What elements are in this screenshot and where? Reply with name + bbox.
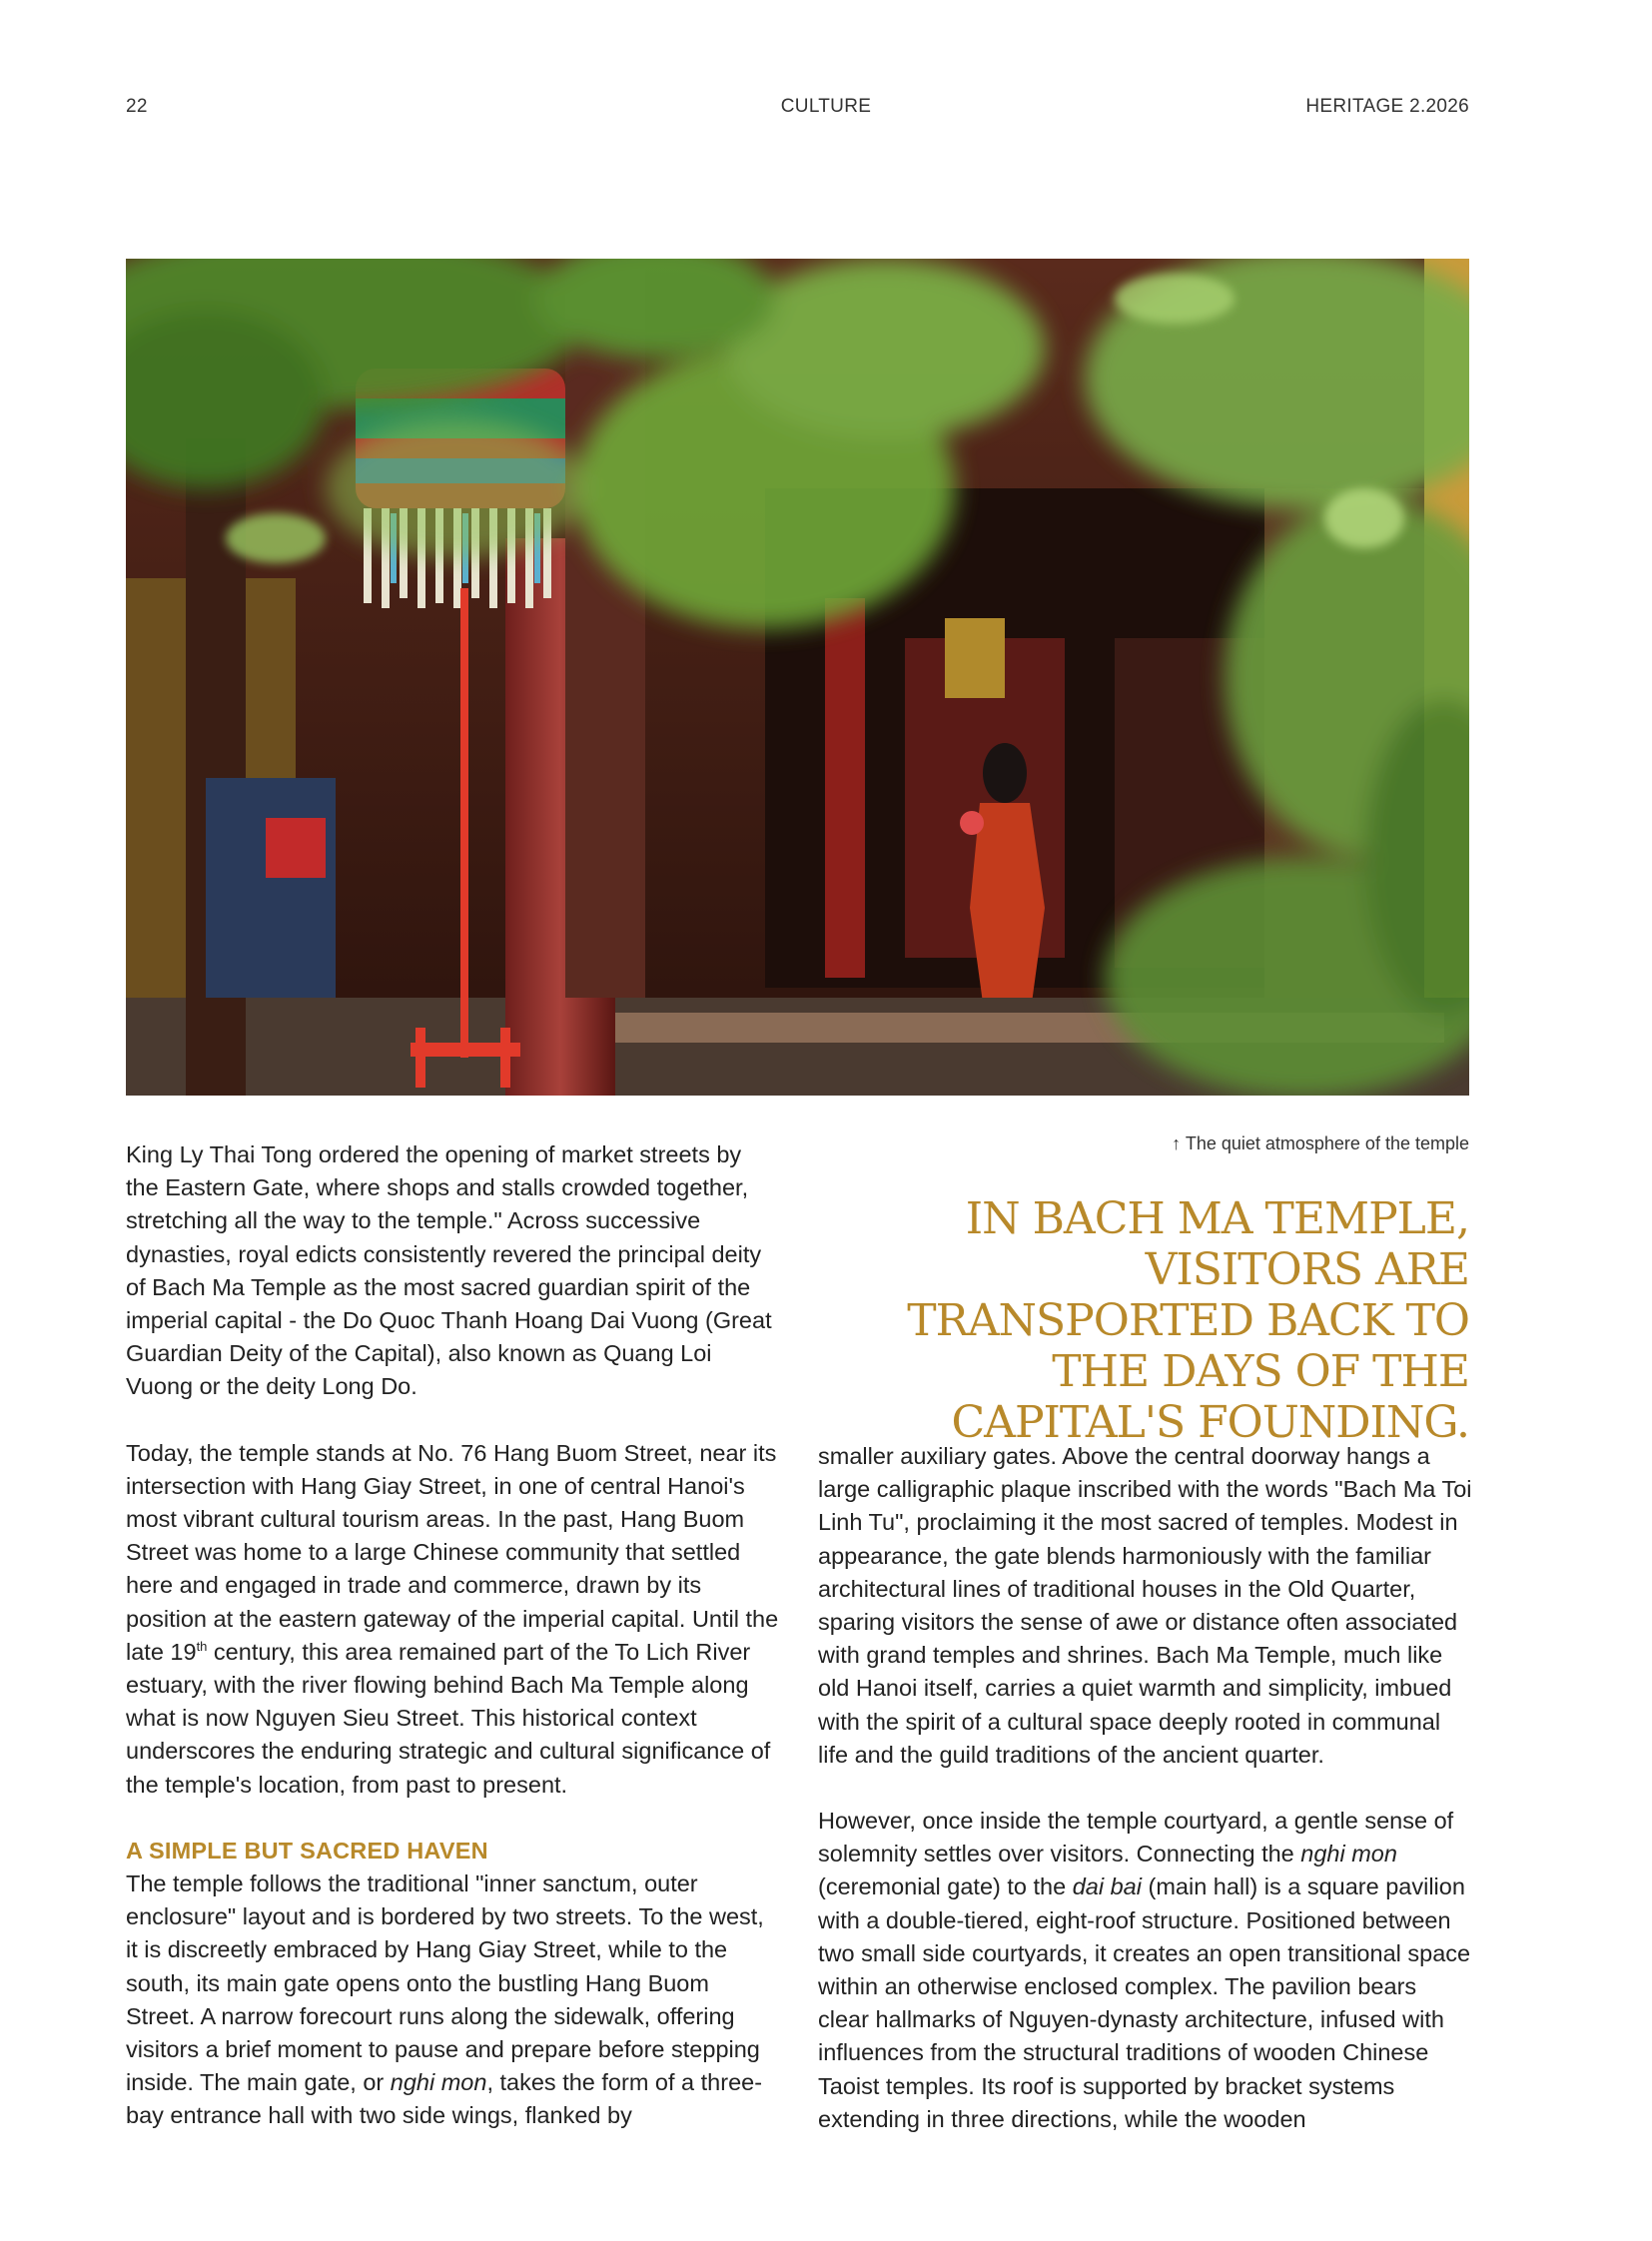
- left-column: [126, 1138, 780, 2133]
- paragraph: The temple follows the traditional "inner sanctum, outer enclosure" layout and is bordered by two streets. To the west, it is discreetly embraced by Hang Giay Street, while to the south, its main gate opens onto the bustling Hang Buom Street. A narrow forecourt runs along the sidewalk, offering visitors a brief moment to pause and prepare before stepping inside. The main gate, or nghi mon, takes the form of a three-bay entrance hall with two side wings, flanked by: [126, 1870, 764, 2129]
- temple-photo: [126, 259, 1469, 1096]
- photo-caption: [1172, 1133, 1469, 1154]
- arrow-up-icon: ↑: [1172, 1133, 1182, 1153]
- section-subheading: A SIMPLE BUT SACRED HAVEN: [126, 1837, 488, 1864]
- page-number: 22: [126, 96, 148, 117]
- right-column: [818, 1440, 1472, 2136]
- section-label: CULTURE: [780, 96, 872, 117]
- pull-quote: IN BACH MA TEMPLE, VISITORS ARE TRANSPORTED BACK TO THE DAYS OF THE CAPITAL'S FOUNDING.: [907, 1193, 1469, 1448]
- paragraph: King Ly Thai Tong ordered the opening of market streets by the Eastern Gate, where shops and stalls crowded together, stretching all the way to the temple." Across successive dynasties, royal edicts consistently revered the principal deity of Bach Ma Temple as the most sacred guardian spirit of the imperial capital - the Do Quoc Thanh Hoang Dai Vuong (Great Guardian Deity of the Capital), also known as Quang Loi Vuong or the deity Long Do.: [126, 1141, 772, 1400]
- caption-text: The quiet atmosphere of the temple: [1185, 1133, 1469, 1153]
- paragraph: smaller auxiliary gates. Above the central doorway hangs a large calligraphic plaque inscribed with the words "Bach Ma Toi Linh Tu", proclaiming it the most sacred of temples. Modest in appearance, the gate blends harmoniously with the familiar architectural lines of traditional houses in the Old Quarter, sparing visitors the sense of awe or distance often associated with grand temples and shrines. Bach Ma Temple, much like old Hanoi itself, carries a quiet warmth and simplicity, imbued with the spirit of a cultural space deeply rooted in communal life and the guild traditions of the ancient quarter.: [818, 1443, 1472, 1768]
- paragraph: Today, the temple stands at No. 76 Hang Buom Street, near its intersection with Hang Giay Street, in one of central Hanoi's most vibrant cultural tourism areas. In the past, Hang Buom Street was home to a large Chinese community that settled here and engaged in trade and commerce, drawn by its position at the eastern gateway of the imperial capital. Until the late 19th century, this area remained part of the To Lich River estuary, with the river flowing behind Bach Ma Temple along what is now Nguyen Sieu Street. This historical context underscores the enduring strategic and cultural significance of the temple's location, from past to present.: [126, 1439, 779, 1798]
- issue-label: HERITAGE 2.2026: [1305, 96, 1469, 117]
- paragraph: However, once inside the temple courtyard, a gentle sense of solemnity settles over visitors. Connecting the nghi mon (ceremonial gate) to the dai bai (main hall) is a square pavilion with a double-tiered, eight-roof structure. Positioned between two small side courtyards, it creates an open transitional space within an otherwise enclosed complex. The pavilion bears clear hallmarks of Nguyen-dynasty architecture, infused with influences from the structural traditions of wooden Chinese Taoist temples. Its roof is supported by bracket systems extending in three directions, while the wooden: [818, 1808, 1471, 2132]
